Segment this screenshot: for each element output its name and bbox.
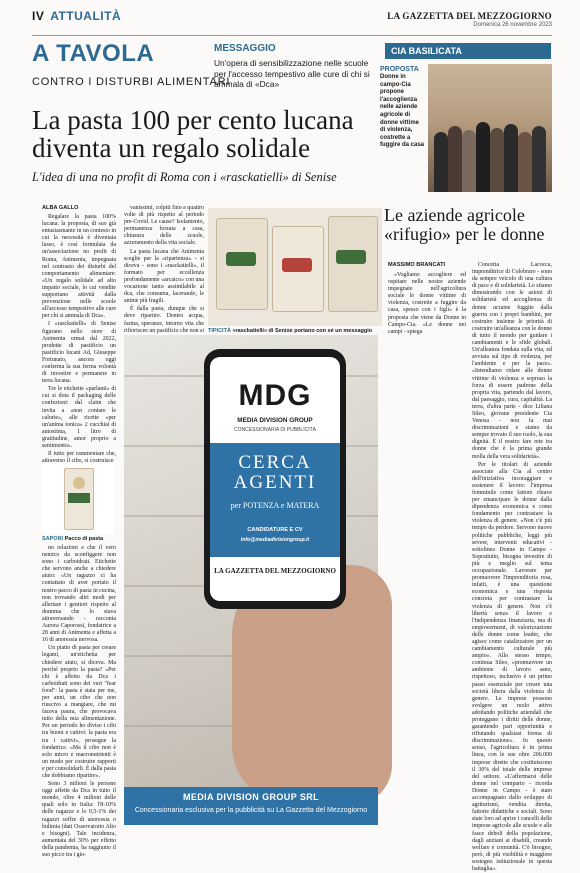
pasta-packages-photo xyxy=(208,208,382,326)
basilicata-headline: Le aziende agricole «rifugio» per le donne xyxy=(384,205,545,244)
sapori-caption xyxy=(42,536,103,542)
paragraph: Concetta Lacocca, imprenditrice di Colobraro - sono da sempre veicolo di una cultura di pace e di solidarietà. Lo stiamo dimostrando con le azioni di solidarietà ed accoglienza di donne ucraine fuggite dalla guerra con i propri bambini, per costruire insieme le priorità di costruire un'alleanza con le donne di tutto il mondo per guidare i cambiamenti e le sfide globali. Un'alleanza fondata sulla vita, ed avviata sul tipo di violenza, per l'ambiente e per la pace». «Intendiamo ridare alle donne vittime di violenza e sopruso la forza di essere padrone della propria vita, partendo dal lavoro, dal paesaggio, cura, capitalità. La terra, d'altra parte - dice Liliana Sileo, giovane presidente Cia Venosa - non fa mai discriminazioni e siamo da sempre trovato il suo ruolo, la sua dignità. È il nostro fare rete tra donne che è la prima grande molla della vera solidarietà». xyxy=(472,262,552,460)
paragraph: Tre le etichette «parlanti» di cui si dota il packaging delle confezioni: dal claim che invita a «non contare le calorie», alle ricette «per un'anima tonica» 2 cucchiai di autostima, 1 litro di gratitudine, amor proprio a sentimento». xyxy=(42,386,116,449)
article-column-1 xyxy=(42,214,116,465)
byline-main: ALBA GALLO xyxy=(42,205,79,211)
cia-basilicata-header: CIA BASILICATA xyxy=(385,43,551,59)
sapori-text: Pacco di pasta xyxy=(64,536,104,542)
section-name: ATTUALITÀ xyxy=(50,9,122,23)
phone-screen xyxy=(210,357,340,601)
sapori-label: SAPORI xyxy=(42,536,64,542)
paragraph: Per le titolari di aziende associate alla Cia al centro dell'iniziativa incoraggiare e sostenere il lavoro: l'impresa femminile come fattore chiave per emancipare le donne dalla dipendenza economica e come fondamento per contrastare la violenza di genere. «Non c'è più tempo da perdere. Servono nuove politiche pubbliche, leggi più severe, interventi educativi - sottolinea Donne in Campo - Soprattutto, bisogna investire di più e meglio sul tema occupazionale. Lavorare per promuovere l'imprenditoria rosa, infatti, è una questione economica e una risposta concreta per contrastare la violenza di genere. Non c'è libertà senza il lavoro e l'indipendenza finanziaria, ma di empowerment, di valorizzazione delle donne come leader, che agisce come catalizzatore per un cambiamento culturale più ampio». Allo stesso tempo, continua Sileo, «promuovere un ambiente di lavoro sano, rispettoso, inclusivo è un primo passo essenziale per creare una società libera dalla violenza di genere. Le imprese possono svolgere un ruolo attivo adottando politiche aziendali che proteggano i diritti delle donne, garantendo pari opportunità e rifiutando qualsiasi forma di discriminazione». In questo senso, l'agricoltura è in prima linea, con le sue oltre 206.000 imprese dirette che costituiscono il 30% del totale delle imprese del settore. «L'affermarsi delle donne nel comparto - ricorda Donne in Campo - è stato accompagnato dallo sviluppo di agriturismi, vendita diretta, fattorie didattiche e sociali. Sono state loro ad aprire i cancelli delle imprese agricole alle scuole e alle fasce deboli della popolazione, dagli anziani ai disabili, creando welfare e comunità. C'è bisogno, però, di più visibilità e maggiore sostegno istituzionale in questa battaglia». xyxy=(472,461,552,872)
paragraph: Un piatto di pasta per creare legami, un'etichetta per chiedere aiuto, si diceva. Ma perché proprio la pasta? «Per chi è affetto da Dca i carboidrati sono dei veri "fear food": la pasta è stata per me, per anni, un cibo che non riuscivo a mangiare, che mi faceva paura, che provocava tutto della mia alimentazione. Per un periodo ho diviso i cibi tra buoni e cattivi: la pasta era tra i cattivi», prosegue la fondatrice. «Ma il cibo non è solo micro e macronutrienti è un modo per costruire rapporti e per consolidarli. È dalla pasta che dobbiamo ripartire». xyxy=(42,645,116,779)
paragraph: La pasta lucana che Animenta sceglie per la «ripartenza» - si diceva - sono i «rasckatielli», il formato per eccellenza profondamente «arcaico» con una vocazione tanto assimilabile al dca, che consuma, lacerando, le anime più fragili. xyxy=(124,248,204,305)
messaggio-text: Un'opera di sensibilizzazione nelle scuole per l'accesso tempestivo alle cure di chi si ammala di «Dca» xyxy=(214,58,370,89)
main-subhead: L'idea di una no profit di Roma con i «rasckatielli» di Senise xyxy=(32,170,337,184)
article-column-2 xyxy=(124,205,204,333)
ad-tagline: CONCESSIONARIA DI PUBBLICITÀ xyxy=(234,427,316,433)
ad-email[interactable]: info@mediadivisiongroup.it xyxy=(240,537,310,543)
ad-footer-title: MEDIA DIVISION GROUP SRL xyxy=(182,792,320,802)
ad-region: per POTENZA e MATERA xyxy=(230,501,320,510)
header-divider xyxy=(32,35,552,36)
byline-basilicata: MASSIMO BRANCATI xyxy=(388,262,446,268)
kicker-title: A TAVOLA xyxy=(32,40,155,67)
mdg-logo: MDG xyxy=(238,379,312,412)
ad-footer-bar xyxy=(124,787,378,825)
paragraph: no relazioni e che il vero nemico da sconfiggere non sono i carboidrati. Etichette che servono anche a chiedere aiuto: «Un ragazzo ci ha contattato di aver portato il nostro pacco di pasta in cucina, non trovando altri modi per allertare i genitori rispetto al dramma che lo stava attraversando - racconta Aurora Caporossi, fondatrice a 28 anni di Animenta e affetta a 16 di anoressia nervosa. xyxy=(42,545,116,644)
paragraph: Il tutto per rammentare che, attraverso il cibo, si costruisce xyxy=(42,451,116,465)
paragraph: Regalare la pasta 100% lucana: la proposta, di suo già entusiasmante in un contesto in cui la necessità è diventata lusso, è così formulata da un'associazione no profit di Roma, Animenta, impegnata nel contrasto dei disturbi del comportamento alimentare: «Un regalo solidale ad alto impatto sociale, lo cui vendite supportano attività dalla prevenzione nelle scuole all'accesso tempestivo alle cure per chi si ammala di Dca». xyxy=(42,214,116,320)
kicker-subtitle: CONTRO I DISTURBI ALIMENTARI xyxy=(32,76,231,88)
issue-date: Domenica 26 novembre 2023 xyxy=(473,22,552,28)
article-column-1-continued xyxy=(42,545,116,859)
basilicata-column-a xyxy=(388,272,466,344)
paragraph: vanissimi, colpiti fino a quattro volte di più rispetto al periodo pre-Covid. Le cause? Isolamento, permanenza forzata a casa, chiusura delle scuole, azzeramento della vita sociale. xyxy=(124,205,204,247)
caption-label: TIPICITÀ xyxy=(208,328,231,334)
ad-company: MEDIA DIVISION GROUP xyxy=(237,417,313,424)
ad-call: CANDIDATURE E CV xyxy=(247,527,303,533)
ad-screen-brand: LA GAZZETTA DEL MEZZOGIORNO xyxy=(214,567,336,575)
newspaper-name: LA GAZZETTA DEL MEZZOGIORNO xyxy=(387,11,552,21)
basilicata-column-b xyxy=(472,262,552,872)
proposta-label: PROPOSTA xyxy=(380,66,419,73)
messaggio-label: MESSAGGIO xyxy=(214,43,276,54)
proposta-text: Donne in campo-Cia propone l'accoglienza nelle aziende agricole di donne vittime di violenza, costrette a fuggire da casa xyxy=(380,74,425,149)
advertisement[interactable] xyxy=(124,335,378,825)
main-headline: La pasta 100 per cento lucana diventa un regalo solidale xyxy=(32,105,354,163)
ad-blue-panel xyxy=(210,443,340,557)
group-photo xyxy=(428,64,552,192)
paragraph: «Vogliamo accogliere ed ospitare nelle nostre aziende impegnate nell'agricoltura sociale le donne vittime di violenza, costrette a fuggire da casa, spesso con i figli» è la proposta che viene da Donne in Campo-Cia. «Le donne nei campi - spiega xyxy=(388,272,466,335)
ad-headline: CERCA AGENTI xyxy=(233,452,317,493)
paragraph: È dalla pasta, dunque che si deve ripartire. Dentro acqua, farina, speranze, intorno vita che rifioriscee un pastificio che non si xyxy=(124,306,204,334)
paragraph: Sono 3 milioni le persone oggi affette da Dca in tutto il mondo, oltre 4 milioni delle quali solo in Italia: l'8-10% delle ragazze e lo 0,5-1% dei ragazzi soffre di anoressia o bulimia (dati Osservatorio Alto e bisogni). Tale incidenza, aumentata del 30% per effetto della pandemia, ha raggiunto il suo picco tra i gio- xyxy=(42,781,116,859)
photo-caption xyxy=(208,328,372,334)
paragraph: I «rasckatielli» di Senise figurano nello store di Animenta ormai dal 2022, prodotte di pastificio un pastificio lucani Ad, Giuseppe Fortunato, ancora oggi conferma la sua ferma volontà di investire e permanere in terra lucana. xyxy=(42,321,116,385)
ad-footer-text: Concessionaria esclusiva per la pubblicità su La Gazzetta del Mezzogiorno xyxy=(134,807,368,814)
page-number: IV xyxy=(32,9,45,23)
page-section-label xyxy=(32,9,121,23)
pasta-bag-photo xyxy=(42,464,114,534)
caption-text: «rasckatielli» di Senise portano con sé un messaggio xyxy=(232,328,373,334)
